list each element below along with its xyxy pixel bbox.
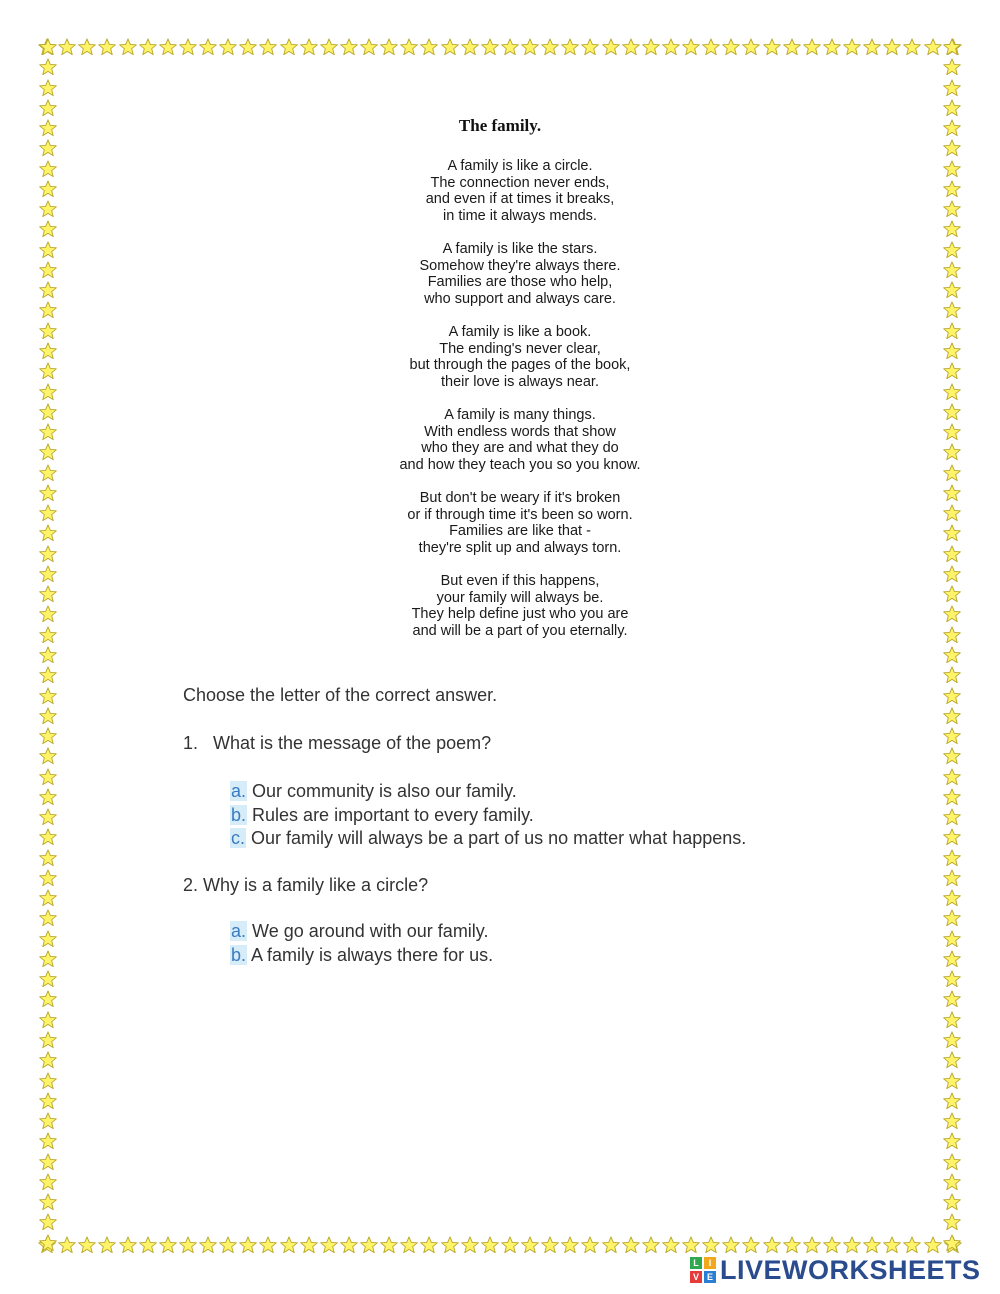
star-icon bbox=[280, 1236, 298, 1254]
star-icon bbox=[159, 1236, 177, 1254]
star-icon bbox=[843, 38, 861, 56]
star-icon bbox=[39, 626, 57, 644]
star-icon bbox=[259, 38, 277, 56]
star-icon bbox=[39, 99, 57, 117]
star-icon bbox=[943, 1072, 961, 1090]
question-1 bbox=[183, 733, 491, 754]
poem-line: But even if this happens, bbox=[440, 573, 600, 589]
poem-line: and even if at times it breaks, bbox=[425, 191, 615, 207]
star-icon bbox=[39, 666, 57, 684]
star-icon bbox=[39, 1234, 57, 1252]
star-icon bbox=[39, 38, 57, 56]
star-icon bbox=[119, 1236, 137, 1254]
option-text: A family is always there for us. bbox=[251, 944, 494, 965]
star-icon bbox=[39, 909, 57, 927]
star-icon bbox=[39, 524, 57, 542]
star-icon bbox=[199, 38, 217, 56]
star-icon bbox=[39, 849, 57, 867]
star-icon bbox=[39, 322, 57, 340]
star-icon bbox=[943, 38, 961, 56]
star-icon bbox=[481, 1236, 499, 1254]
star-icon bbox=[39, 504, 57, 522]
poem-line: A family is like a circle. bbox=[447, 158, 593, 174]
star-icon bbox=[581, 38, 599, 56]
star-icon bbox=[280, 38, 298, 56]
star-icon bbox=[622, 38, 640, 56]
star-icon bbox=[924, 1236, 942, 1254]
poem-line: Families are like that - bbox=[449, 523, 591, 539]
option-letter[interactable]: b. bbox=[231, 804, 247, 825]
poem-stanza bbox=[300, 490, 740, 556]
poem-stanza bbox=[300, 158, 740, 224]
star-icon bbox=[300, 38, 318, 56]
star-icon bbox=[602, 1236, 620, 1254]
star-icon bbox=[521, 1236, 539, 1254]
star-icon bbox=[39, 139, 57, 157]
star-icon bbox=[783, 1236, 801, 1254]
star-icon bbox=[943, 970, 961, 988]
star-icon bbox=[219, 1236, 237, 1254]
star-icon bbox=[39, 828, 57, 846]
star-icon bbox=[943, 1234, 961, 1252]
poem-line: The ending's never clear, bbox=[439, 340, 601, 357]
star-icon bbox=[943, 849, 961, 867]
star-icon bbox=[340, 38, 358, 56]
question-2-options bbox=[230, 920, 493, 967]
star-icon bbox=[943, 241, 961, 259]
star-icon bbox=[239, 38, 257, 56]
question-number: 2. bbox=[183, 875, 199, 895]
star-icon bbox=[943, 869, 961, 887]
star-icon bbox=[39, 342, 57, 360]
star-icon bbox=[943, 950, 961, 968]
star-icon bbox=[581, 1236, 599, 1254]
star-icon bbox=[39, 301, 57, 319]
star-icon bbox=[943, 687, 961, 705]
poem-line: A family is many things. bbox=[444, 407, 596, 423]
star-icon bbox=[943, 930, 961, 948]
poem-line: who support and always care. bbox=[424, 290, 616, 307]
star-icon bbox=[58, 38, 76, 56]
option-letter[interactable]: c. bbox=[231, 828, 246, 848]
poem-line: or if through time it's been so worn. bbox=[407, 506, 633, 523]
star-icon bbox=[863, 38, 881, 56]
star-icon bbox=[39, 605, 57, 623]
star-icon bbox=[39, 241, 57, 259]
option-letter[interactable]: a. bbox=[231, 781, 247, 801]
star-icon bbox=[139, 38, 157, 56]
star-icon bbox=[39, 646, 57, 664]
star-icon bbox=[39, 200, 57, 218]
star-icon bbox=[380, 38, 398, 56]
star-icon bbox=[39, 727, 57, 745]
answer-option-2a[interactable] bbox=[230, 920, 493, 944]
star-icon bbox=[501, 1236, 519, 1254]
poem-line: Families are those who help, bbox=[427, 274, 613, 290]
star-icon bbox=[943, 788, 961, 806]
star-icon bbox=[441, 1236, 459, 1254]
star-icon bbox=[943, 727, 961, 745]
star-icon bbox=[943, 383, 961, 401]
star-icon bbox=[924, 38, 942, 56]
poem-line: But don't be weary if it's broken bbox=[419, 490, 621, 506]
star-icon bbox=[420, 1236, 438, 1254]
star-icon bbox=[943, 1112, 961, 1130]
star-icon bbox=[521, 38, 539, 56]
star-icon bbox=[39, 261, 57, 279]
star-icon bbox=[943, 423, 961, 441]
star-icon bbox=[883, 38, 901, 56]
option-text: We go around with our family. bbox=[252, 921, 489, 941]
star-icon bbox=[943, 1173, 961, 1191]
star-icon bbox=[481, 38, 499, 56]
star-icon bbox=[742, 38, 760, 56]
star-icon bbox=[39, 383, 57, 401]
star-icon bbox=[722, 38, 740, 56]
star-icon bbox=[943, 707, 961, 725]
logo-tile: E bbox=[704, 1271, 716, 1283]
star-icon bbox=[39, 1213, 57, 1231]
star-icon bbox=[39, 707, 57, 725]
star-icon bbox=[943, 1051, 961, 1069]
star-icon bbox=[98, 38, 116, 56]
star-icon bbox=[39, 484, 57, 502]
star-icon bbox=[823, 1236, 841, 1254]
star-icon bbox=[39, 585, 57, 603]
star-icon bbox=[943, 139, 961, 157]
star-icon bbox=[39, 788, 57, 806]
star-icon bbox=[702, 38, 720, 56]
poem-line: your family will always be. bbox=[436, 589, 604, 606]
star-icon bbox=[642, 1236, 660, 1254]
star-icon bbox=[39, 1193, 57, 1211]
star-icon bbox=[239, 1236, 257, 1254]
option-letter[interactable]: a. bbox=[231, 921, 247, 941]
poem-line: With endless words that show bbox=[424, 423, 616, 440]
star-icon bbox=[39, 281, 57, 299]
star-icon bbox=[682, 1236, 700, 1254]
star-icon bbox=[943, 281, 961, 299]
star-icon bbox=[39, 1173, 57, 1191]
star-icon bbox=[39, 869, 57, 887]
star-icon bbox=[943, 160, 961, 178]
star-icon bbox=[823, 38, 841, 56]
star-icon bbox=[320, 1236, 338, 1254]
star-icon bbox=[763, 38, 781, 56]
option-text: Rules are important to every family. bbox=[252, 804, 534, 825]
question-2 bbox=[183, 875, 428, 896]
star-icon bbox=[943, 464, 961, 482]
star-icon bbox=[561, 1236, 579, 1254]
liveworksheets-logo-icon bbox=[690, 1257, 716, 1283]
question-number: 1. bbox=[183, 733, 199, 753]
star-icon bbox=[943, 1153, 961, 1171]
star-icon bbox=[58, 1236, 76, 1254]
star-icon bbox=[39, 79, 57, 97]
star-icon bbox=[943, 1213, 961, 1231]
star-icon bbox=[943, 403, 961, 421]
star-border-bottom bbox=[38, 1235, 962, 1255]
star-icon bbox=[461, 38, 479, 56]
star-icon bbox=[39, 423, 57, 441]
star-icon bbox=[943, 1011, 961, 1029]
star-icon bbox=[943, 484, 961, 502]
poem-stanza bbox=[300, 573, 740, 639]
answer-option-1a[interactable] bbox=[230, 780, 746, 804]
star-icon bbox=[39, 443, 57, 461]
option-text: Our family will always be a part of us no matter what happens. bbox=[251, 828, 747, 848]
star-icon bbox=[662, 38, 680, 56]
star-icon bbox=[943, 889, 961, 907]
star-icon bbox=[320, 38, 338, 56]
star-icon bbox=[722, 1236, 740, 1254]
star-icon bbox=[159, 38, 177, 56]
star-icon bbox=[943, 545, 961, 563]
star-icon bbox=[39, 362, 57, 380]
star-icon bbox=[259, 1236, 277, 1254]
star-icon bbox=[39, 1153, 57, 1171]
poem-line: they're split up and always torn. bbox=[418, 539, 622, 556]
star-icon bbox=[219, 38, 237, 56]
star-icon bbox=[400, 1236, 418, 1254]
poem-line: and how they teach you so you know. bbox=[399, 456, 641, 473]
star-icon bbox=[78, 38, 96, 56]
star-icon bbox=[39, 930, 57, 948]
poem-line: their love is always near. bbox=[441, 373, 599, 390]
star-icon bbox=[39, 1051, 57, 1069]
star-icon bbox=[119, 38, 137, 56]
star-icon bbox=[39, 747, 57, 765]
star-icon bbox=[39, 768, 57, 786]
star-icon bbox=[943, 220, 961, 238]
star-icon bbox=[179, 38, 197, 56]
star-icon bbox=[39, 464, 57, 482]
star-icon bbox=[943, 1092, 961, 1110]
star-icon bbox=[39, 1072, 57, 1090]
star-icon bbox=[98, 1236, 116, 1254]
star-icon bbox=[39, 1112, 57, 1130]
star-icon bbox=[662, 1236, 680, 1254]
poem-stanza bbox=[300, 324, 740, 390]
star-icon bbox=[943, 626, 961, 644]
star-icon bbox=[803, 1236, 821, 1254]
star-icon bbox=[622, 1236, 640, 1254]
poem-line: who they are and what they do bbox=[421, 440, 619, 456]
answer-option-1c[interactable] bbox=[230, 827, 746, 851]
star-icon bbox=[943, 58, 961, 76]
star-icon bbox=[943, 79, 961, 97]
star-icon bbox=[943, 1193, 961, 1211]
logo-tile: L bbox=[690, 1257, 702, 1269]
star-icon bbox=[39, 565, 57, 583]
option-text: Our community is also our family. bbox=[252, 781, 517, 801]
star-icon bbox=[39, 58, 57, 76]
liveworksheets-brand bbox=[690, 1256, 981, 1284]
poem-line: A family is like a book. bbox=[448, 324, 592, 340]
instructions: Choose the letter of the correct answer. bbox=[183, 685, 498, 705]
poem-line: A family is like the stars. bbox=[442, 241, 598, 257]
star-border-right bbox=[942, 38, 962, 1252]
brand-name: LIVEWORKSHEETS bbox=[720, 1254, 981, 1285]
star-icon bbox=[300, 1236, 318, 1254]
star-icon bbox=[702, 1236, 720, 1254]
star-icon bbox=[179, 1236, 197, 1254]
poem-line: They help define just who you are bbox=[411, 606, 629, 622]
star-icon bbox=[943, 747, 961, 765]
poem-line: and will be a part of you eternally. bbox=[412, 622, 628, 639]
star-icon bbox=[501, 38, 519, 56]
star-icon bbox=[943, 666, 961, 684]
star-icon bbox=[863, 1236, 881, 1254]
star-border-left bbox=[38, 38, 58, 1252]
star-icon bbox=[943, 768, 961, 786]
star-icon bbox=[642, 38, 660, 56]
star-icon bbox=[943, 990, 961, 1008]
star-icon bbox=[541, 1236, 559, 1254]
star-icon bbox=[561, 38, 579, 56]
star-icon bbox=[39, 545, 57, 563]
star-icon bbox=[943, 99, 961, 117]
star-icon bbox=[39, 180, 57, 198]
star-icon bbox=[883, 1236, 901, 1254]
star-icon bbox=[39, 1011, 57, 1029]
star-icon bbox=[742, 1236, 760, 1254]
poem-line: but through the pages of the book, bbox=[409, 357, 631, 373]
star-icon bbox=[943, 322, 961, 340]
star-icon bbox=[943, 301, 961, 319]
star-icon bbox=[39, 970, 57, 988]
star-icon bbox=[943, 200, 961, 218]
star-icon bbox=[360, 38, 378, 56]
poem-line: in time it always mends. bbox=[443, 207, 597, 224]
star-icon bbox=[78, 1236, 96, 1254]
star-icon bbox=[903, 38, 921, 56]
star-icon bbox=[541, 38, 559, 56]
star-icon bbox=[39, 990, 57, 1008]
star-icon bbox=[943, 646, 961, 664]
star-icon bbox=[763, 1236, 781, 1254]
answer-option-2b[interactable] bbox=[230, 944, 493, 968]
star-icon bbox=[39, 1031, 57, 1049]
star-icon bbox=[783, 38, 801, 56]
logo-tile: V bbox=[690, 1271, 702, 1283]
star-icon bbox=[199, 1236, 217, 1254]
poem-stanza bbox=[300, 241, 740, 307]
star-icon bbox=[803, 38, 821, 56]
star-icon bbox=[39, 220, 57, 238]
star-icon bbox=[602, 38, 620, 56]
poem-line: The connection never ends, bbox=[430, 174, 610, 191]
poem-stanza bbox=[300, 407, 740, 473]
star-icon bbox=[943, 1031, 961, 1049]
star-icon bbox=[843, 1236, 861, 1254]
star-icon bbox=[943, 605, 961, 623]
star-icon bbox=[943, 808, 961, 826]
star-icon bbox=[943, 362, 961, 380]
star-icon bbox=[39, 1092, 57, 1110]
question-text: Why is a family like a circle? bbox=[203, 875, 429, 895]
star-icon bbox=[682, 38, 700, 56]
star-icon bbox=[139, 1236, 157, 1254]
star-icon bbox=[39, 889, 57, 907]
star-border-top bbox=[38, 37, 962, 57]
star-icon bbox=[461, 1236, 479, 1254]
star-icon bbox=[943, 585, 961, 603]
star-icon bbox=[360, 1236, 378, 1254]
star-icon bbox=[340, 1236, 358, 1254]
star-icon bbox=[441, 38, 459, 56]
star-icon bbox=[380, 1236, 398, 1254]
option-letter[interactable]: b. bbox=[231, 944, 247, 965]
poem-line: Somehow they're always there. bbox=[419, 257, 621, 274]
star-icon bbox=[39, 403, 57, 421]
star-icon bbox=[943, 1132, 961, 1150]
star-icon bbox=[903, 1236, 921, 1254]
star-icon bbox=[39, 1132, 57, 1150]
star-icon bbox=[943, 504, 961, 522]
star-icon bbox=[943, 261, 961, 279]
answer-option-1b[interactable] bbox=[230, 804, 746, 828]
logo-tile: I bbox=[704, 1257, 716, 1269]
star-icon bbox=[943, 524, 961, 542]
poem-title: The family. bbox=[458, 116, 542, 135]
star-icon bbox=[943, 180, 961, 198]
question-text: What is the message of the poem? bbox=[213, 733, 492, 753]
star-icon bbox=[39, 950, 57, 968]
star-icon bbox=[943, 565, 961, 583]
question-1-options bbox=[230, 780, 746, 851]
star-icon bbox=[400, 38, 418, 56]
star-icon bbox=[943, 342, 961, 360]
star-icon bbox=[943, 909, 961, 927]
star-icon bbox=[39, 160, 57, 178]
poem bbox=[300, 158, 740, 656]
star-icon bbox=[943, 828, 961, 846]
star-icon bbox=[39, 808, 57, 826]
star-icon bbox=[420, 38, 438, 56]
star-icon bbox=[943, 443, 961, 461]
star-icon bbox=[39, 687, 57, 705]
